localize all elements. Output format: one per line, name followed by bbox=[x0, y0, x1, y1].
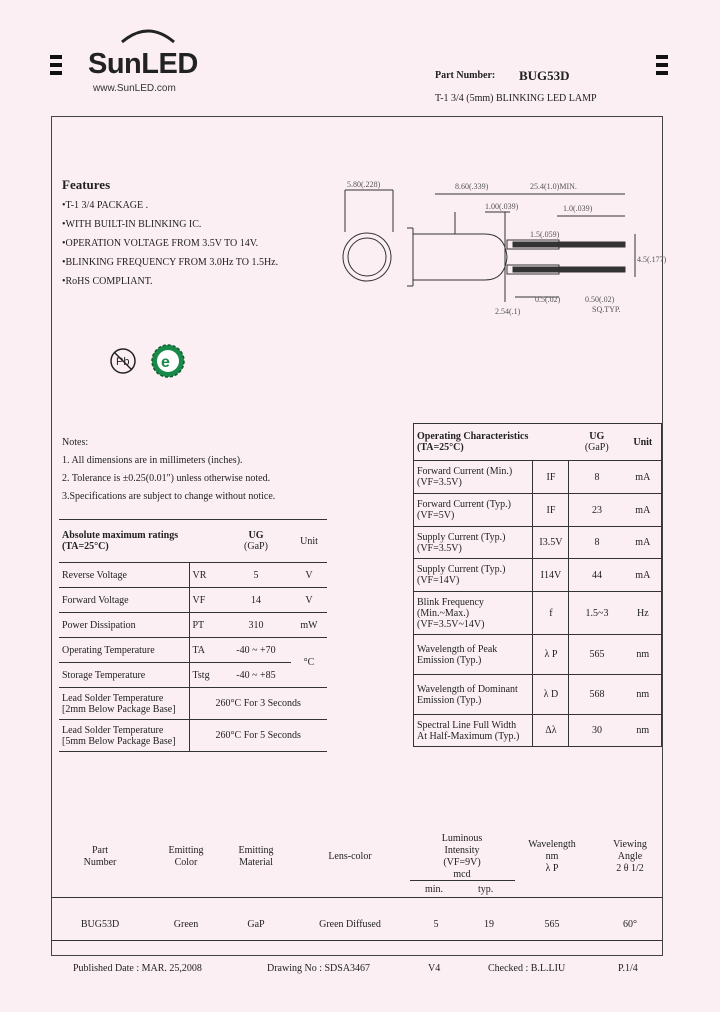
rohs-e-icon bbox=[149, 342, 187, 380]
sel-row-min: 5 bbox=[433, 919, 439, 930]
note-item: 2. Tolerance is ±0.25(0.01") unless otherwise noted. bbox=[62, 473, 271, 484]
note-item: 1. All dimensions are in millimeters (inches). bbox=[62, 455, 243, 466]
op-char-table bbox=[413, 423, 662, 747]
corner-mark bbox=[656, 55, 668, 59]
table-row: Wavelength of Peak Emission (Typ.) λ P 565 nm bbox=[414, 635, 662, 675]
table-row: Lead Solder Temperature [5mm Below Package Base] 260°C For 5 Seconds bbox=[59, 720, 327, 752]
sel-head-lens: Lens-color bbox=[328, 851, 372, 862]
website-link[interactable]: www.SunLED.com bbox=[93, 83, 176, 94]
dim-label: 8.60(.339) bbox=[455, 182, 489, 191]
dim-label: SQ.TYP. bbox=[592, 305, 621, 314]
table-row: Supply Current (Typ.) (VF=14V) I14V 44 mA bbox=[414, 559, 662, 592]
table-row: Operating Temperature TA -40 ~ +70 °C bbox=[59, 638, 327, 663]
dim-label: 2.54(.1) bbox=[495, 307, 521, 316]
table-row: Spectral Line Full Width At Half-Maximum (Typ.) Δλ 30 nm bbox=[414, 715, 662, 747]
dim-label: 1.0(.039) bbox=[563, 204, 593, 213]
table-row: Forward Current (Typ.) (VF=5V) IF 23 mA bbox=[414, 494, 662, 527]
table-row: Forward Current (Min.) (VF=3.5V) IF 8 mA bbox=[414, 461, 662, 494]
sel-head-part: Part Number bbox=[83, 845, 117, 868]
product-description: T-1 3/4 (5mm) BLINKING LED LAMP bbox=[435, 93, 597, 104]
sel-head-angle: Viewing Angle 2 θ 1/2 bbox=[613, 839, 647, 874]
sel-head-min: min. bbox=[425, 884, 444, 895]
part-number-label: Part Number: bbox=[435, 70, 496, 81]
dim-label: 1.00(.039) bbox=[485, 202, 519, 211]
sel-row-lens: Green Diffused bbox=[319, 919, 381, 930]
feature-item: •OPERATION VOLTAGE FROM 3.5V TO 14V. bbox=[62, 238, 259, 249]
table-row: Blink Frequency (Min.~Max.) (VF=3.5V~14V) f 1.5~3 Hz bbox=[414, 592, 662, 635]
feature-item: •T-1 3/4 PACKAGE . bbox=[62, 200, 149, 211]
dim-label: 0.50(.02) bbox=[585, 295, 615, 304]
sel-head-intensity: Luminous Intensity (VF=9V) mcd bbox=[441, 833, 483, 880]
checked-by: Checked : B.L.LIU bbox=[488, 963, 566, 974]
published-date: Published Date : MAR. 25,2008 bbox=[73, 963, 202, 974]
sel-head-color: Emitting Color bbox=[168, 845, 204, 868]
abs-max-col-unit: Unit bbox=[291, 520, 327, 563]
sel-head-material: Emitting Material bbox=[238, 845, 274, 868]
logo-arc-icon bbox=[118, 24, 178, 44]
sel-row-material: GaP bbox=[247, 919, 265, 930]
sel-head-typ: typ. bbox=[478, 884, 494, 895]
sel-row-angle: 60° bbox=[623, 919, 637, 930]
table-row: Forward Voltage VF 14 V bbox=[59, 588, 327, 613]
op-char-col-ug: UG (GaP) bbox=[569, 424, 625, 461]
selection-top-rule bbox=[51, 897, 662, 898]
sel-row-color: Green bbox=[173, 919, 199, 930]
dim-label: 4.5(.177) bbox=[637, 255, 667, 264]
drawing-number: Drawing No : SDSA3467 bbox=[267, 963, 371, 974]
feature-item: •WITH BUILT-IN BLINKING IC. bbox=[62, 219, 202, 230]
abs-max-table bbox=[59, 519, 327, 752]
op-char-title: Operating Characteristics (TA=25°C) bbox=[414, 424, 533, 461]
feature-item: •BLINKING FREQUENCY FROM 3.0Hz TO 1.5Hz. bbox=[62, 257, 279, 268]
part-number: BUG53D bbox=[519, 68, 570, 83]
corner-mark bbox=[50, 55, 62, 59]
corner-mark bbox=[656, 71, 668, 75]
svg-text:e: e bbox=[161, 354, 170, 371]
sel-head-wavelength: Wavelength nm λ P bbox=[528, 839, 576, 874]
svg-text:Pb: Pb bbox=[116, 356, 130, 368]
corner-mark bbox=[656, 63, 668, 67]
sel-row-typ: 19 bbox=[484, 919, 494, 930]
table-row: Supply Current (Typ.) (VF=3.5V) I3.5V 8 mA bbox=[414, 527, 662, 559]
features-list bbox=[62, 196, 278, 291]
notes-title: Notes: bbox=[62, 437, 89, 448]
sel-row-wavelength: 565 bbox=[544, 919, 560, 930]
logo: SunLED bbox=[88, 48, 198, 80]
table-row: Reverse Voltage VR 5 V bbox=[59, 563, 327, 588]
dim-label: 25.4(1.0)MIN. bbox=[530, 182, 577, 191]
table-row: Lead Solder Temperature [2mm Below Package Base] 260°C For 3 Seconds bbox=[59, 688, 327, 720]
pb-free-icon bbox=[108, 346, 138, 376]
op-char-col-unit: Unit bbox=[625, 424, 662, 461]
version: V4 bbox=[428, 963, 441, 974]
sel-row-part: BUG53D bbox=[80, 919, 120, 930]
table-row: Wavelength of Dominant Emission (Typ.) λ D 568 nm bbox=[414, 675, 662, 715]
table-row: Power Dissipation PT 310 mW bbox=[59, 613, 327, 638]
dim-label: 5.80(.228) bbox=[347, 180, 381, 189]
notes bbox=[62, 434, 275, 506]
abs-max-title: Absolute maximum ratings (TA=25°C) bbox=[59, 520, 189, 563]
corner-mark bbox=[50, 71, 62, 75]
corner-mark bbox=[50, 63, 62, 67]
features-title: Features bbox=[62, 177, 111, 192]
dim-label: 1.5(.059) bbox=[530, 230, 560, 239]
dim-label: 0.5(.02) bbox=[535, 295, 561, 304]
abs-max-col-ug: UG (GaP) bbox=[221, 520, 291, 563]
page-number: P.1/4 bbox=[618, 963, 638, 974]
table-row: Storage Temperature Tstg -40 ~ +85 bbox=[59, 663, 327, 688]
feature-item: •RoHS COMPLIANT. bbox=[62, 276, 153, 287]
selection-bottom-rule bbox=[51, 940, 662, 941]
led-dimension-drawing bbox=[335, 172, 667, 322]
note-item: 3.Specifications are subject to change without notice. bbox=[62, 491, 276, 502]
